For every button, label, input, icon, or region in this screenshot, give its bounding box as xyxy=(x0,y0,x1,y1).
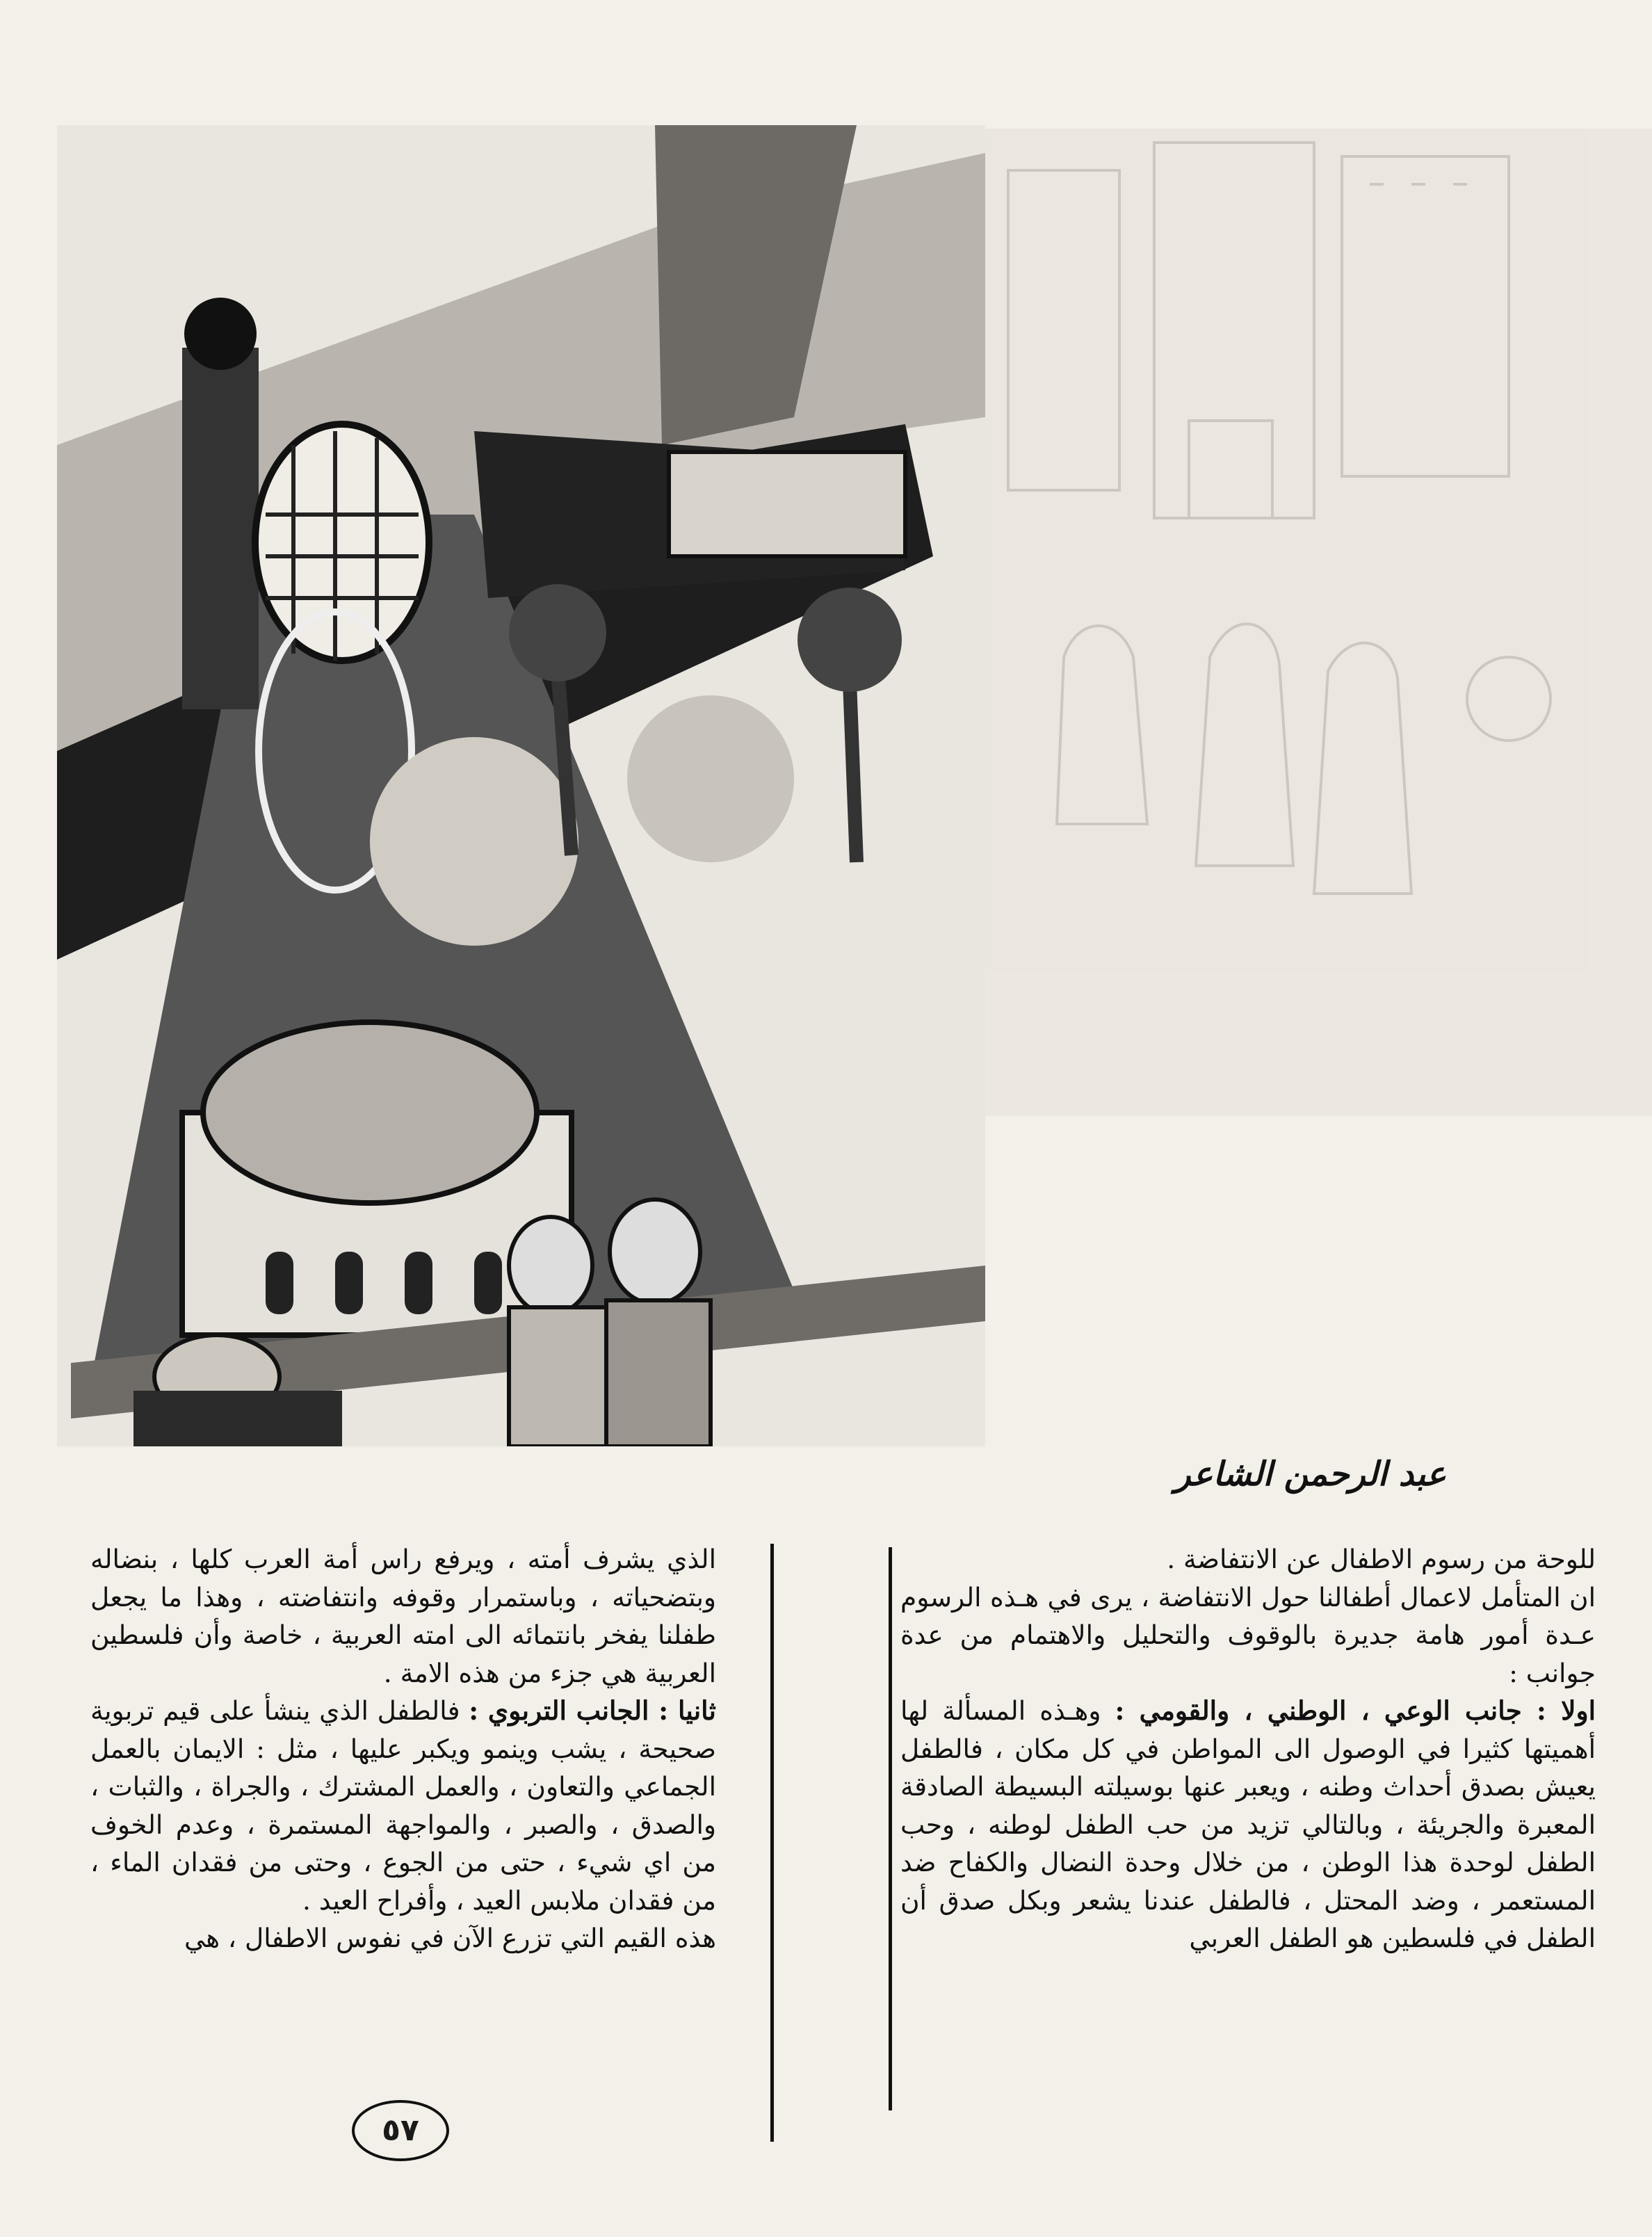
paragraph-caption: للوحة من رسوم الاطفال عن الانتفاضة . xyxy=(1167,1544,1596,1574)
article-column-left xyxy=(90,1540,716,2131)
page-number: ٥٧ xyxy=(352,2100,449,2161)
paragraph-intro: ان المتأمل لاعمال أطفالنا حول الانتفاضة ، يرى في هـذه الرسوم عـدة أمور هامة جديرة بالوقوف والتحليل والاهتمام من عدة جوانب : xyxy=(900,1581,1596,1688)
background-children-drawing xyxy=(980,129,1652,1116)
paragraph-continuation: الذي يشرف أمته ، ويرفع راس أمة العرب كلها ، بنضاله وبتضحياته ، وباستمرار وقوفه وانتفاضته ، وهذا ما يجعل طفلنا يفخر بانتمائه الى امته العربية ، خاصة وأن فلسطين العربية هي جزء من هذه الامة . xyxy=(90,1544,716,1688)
article-column-right xyxy=(900,1540,1596,2131)
paragraph-values: هذه القيم التي تزرع الآن في نفوس الاطفال ، هي xyxy=(184,1923,716,1953)
paragraph-second-aspect: ثانيا : الجانب التربوي : فالطفل الذي ينشأ على قيم تربوية صحيحة ، يشب وينمو ويكبر عليها ، مثل : الايمان بالعمل الجماعي والتعاون ، والعمل المشترك ، والجراة ، والثبات ، والصدق ، والصبر ، والمواجهة المستمرة ، وعدم الخوف من اي شيء ، حتى من الجوع ، وحتى من فقدان الماء ، من فقدان ملابس العيد ، وأفراح العيد . xyxy=(90,1695,716,1916)
heading-second-aspect: ثانيا : الجانب التربوي : xyxy=(469,1695,716,1726)
intifada-child-drawing xyxy=(57,125,985,1446)
paragraph-first-aspect: اولا : جانب الوعي ، الوطني ، والقومي : وهـذه المسألة لها أهميتها كثيرا في الوصول الى المواطن في كل مكان ، فالطفل يعيش بصدق أحداث وطنه ، ويعبر عنها بوسيلته البسيطة الصادقة المعبرة والجريئة ، وبالتالي تزيد من حب الطفل لوطنه ، وحب الطفل لوحدة هذا الوطن ، من خلال وحدة النضال والكفاح ضد المستعمر ، وضد المحتل ، فالطفل عندنا يشعر وبكل صدق أن الطفل في فلسطين هو الطفل العربي xyxy=(900,1695,1596,1953)
article-author: عبد الرحمن الشاعر xyxy=(1174,1455,1446,1494)
heading-first-aspect: اولا : جانب الوعي ، الوطني ، والقومي : xyxy=(1115,1695,1596,1726)
column-divider-left xyxy=(770,1544,774,2142)
column-divider-right xyxy=(889,1547,892,2110)
